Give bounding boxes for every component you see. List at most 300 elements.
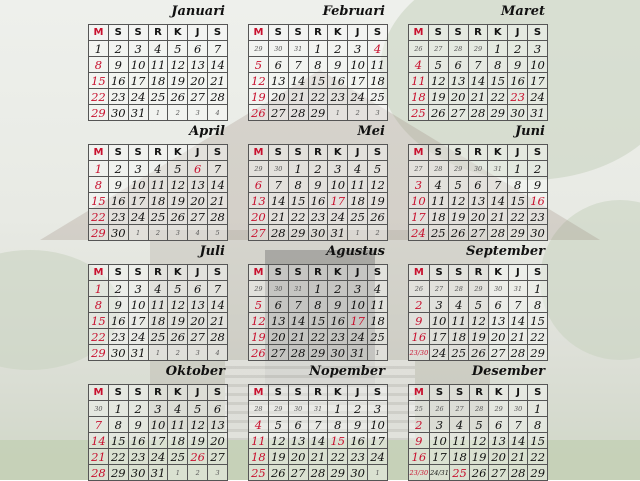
day-cell[interactable]: 26 xyxy=(469,465,489,481)
day-cell[interactable]: 26 xyxy=(368,209,388,225)
day-cell[interactable]: 7 xyxy=(488,177,508,193)
day-cell[interactable]: 27 xyxy=(188,329,208,345)
day-cell[interactable]: 16 xyxy=(308,193,328,209)
day-cell[interactable]: 31 xyxy=(508,281,528,297)
day-cell[interactable]: 20 xyxy=(448,89,468,105)
day-cell[interactable]: 22 xyxy=(488,89,508,105)
day-cell[interactable]: 30 xyxy=(308,225,328,241)
day-cell[interactable]: 21 xyxy=(488,209,508,225)
day-cell[interactable]: 28 xyxy=(208,89,228,105)
day-cell[interactable]: 29 xyxy=(448,161,468,177)
day-cell[interactable]: 3 xyxy=(128,281,148,297)
day-cell[interactable]: 22 xyxy=(288,209,308,225)
day-cell[interactable]: 13 xyxy=(288,433,308,449)
day-cell[interactable]: 30 xyxy=(268,281,288,297)
day-cell[interactable]: 26 xyxy=(188,449,208,465)
day-cell[interactable]: 7 xyxy=(468,57,488,73)
day-cell[interactable]: 25 xyxy=(249,465,269,481)
day-cell[interactable]: 19 xyxy=(448,209,468,225)
day-cell[interactable]: 12 xyxy=(448,193,468,209)
day-cell[interactable]: 20 xyxy=(268,89,288,105)
day-cell[interactable]: 1 xyxy=(148,345,168,361)
day-cell[interactable]: 3 xyxy=(128,41,148,57)
day-cell[interactable]: 2 xyxy=(168,345,188,361)
day-cell[interactable]: 12 xyxy=(249,73,269,89)
day-cell[interactable]: 27 xyxy=(429,281,449,297)
day-cell[interactable]: 20 xyxy=(208,433,228,449)
day-cell[interactable]: 21 xyxy=(308,449,328,465)
day-cell[interactable]: 26 xyxy=(268,465,288,481)
day-cell[interactable]: 8 xyxy=(528,297,548,313)
day-cell[interactable]: 27 xyxy=(450,401,470,417)
day-cell[interactable]: 23/30 xyxy=(409,465,430,481)
day-cell[interactable]: 25 xyxy=(368,89,388,105)
day-cell[interactable]: 6 xyxy=(188,281,208,297)
day-cell[interactable]: 4 xyxy=(450,417,470,433)
day-cell[interactable]: 6 xyxy=(288,417,308,433)
day-cell[interactable]: 22 xyxy=(308,89,328,105)
day-cell[interactable]: 17 xyxy=(328,193,348,209)
day-cell[interactable]: 24 xyxy=(429,345,449,361)
day-cell[interactable]: 15 xyxy=(89,73,109,89)
day-cell[interactable]: 6 xyxy=(188,161,208,177)
day-cell[interactable]: 29 xyxy=(108,465,128,481)
day-cell[interactable]: 30 xyxy=(508,401,528,417)
day-cell[interactable]: 11 xyxy=(409,73,429,89)
day-cell[interactable]: 8 xyxy=(308,57,328,73)
day-cell[interactable]: 11 xyxy=(148,297,168,313)
day-cell[interactable]: 30 xyxy=(108,225,128,241)
day-cell[interactable]: 28 xyxy=(308,465,328,481)
day-cell[interactable]: 9 xyxy=(328,297,348,313)
day-cell[interactable]: 15 xyxy=(508,193,528,209)
day-cell[interactable]: 17 xyxy=(128,73,148,89)
day-cell[interactable]: 2 xyxy=(108,41,128,57)
day-cell[interactable]: 14 xyxy=(268,193,288,209)
day-cell[interactable]: 10 xyxy=(128,57,148,73)
day-cell[interactable]: 26 xyxy=(448,225,468,241)
day-cell[interactable]: 26 xyxy=(409,41,429,57)
day-cell[interactable]: 19 xyxy=(168,73,188,89)
day-cell[interactable]: 16 xyxy=(409,329,430,345)
day-cell[interactable]: 9 xyxy=(409,313,430,329)
day-cell[interactable]: 11 xyxy=(168,417,188,433)
day-cell[interactable]: 27 xyxy=(409,161,429,177)
day-cell[interactable]: 22 xyxy=(508,209,528,225)
day-cell[interactable]: 27 xyxy=(448,105,468,121)
day-cell[interactable]: 14 xyxy=(288,73,308,89)
day-cell[interactable]: 25 xyxy=(148,329,168,345)
day-cell[interactable]: 17 xyxy=(368,433,388,449)
day-cell[interactable]: 3 xyxy=(128,161,148,177)
day-cell[interactable]: 1 xyxy=(328,401,348,417)
day-cell[interactable]: 24 xyxy=(148,449,168,465)
day-cell[interactable]: 2 xyxy=(328,41,348,57)
day-cell[interactable]: 22 xyxy=(108,449,128,465)
day-cell[interactable]: 7 xyxy=(288,57,308,73)
day-cell[interactable]: 15 xyxy=(308,313,328,329)
day-cell[interactable]: 30 xyxy=(468,161,488,177)
day-cell[interactable]: 5 xyxy=(208,225,228,241)
day-cell[interactable]: 28 xyxy=(508,465,528,481)
day-cell[interactable]: 2 xyxy=(409,297,430,313)
day-cell[interactable]: 21 xyxy=(288,329,308,345)
day-cell[interactable]: 25 xyxy=(428,225,448,241)
day-cell[interactable]: 13 xyxy=(488,313,508,329)
day-cell[interactable]: 7 xyxy=(268,177,288,193)
day-cell[interactable]: 29 xyxy=(508,225,528,241)
day-cell[interactable]: 1 xyxy=(148,105,168,121)
day-cell[interactable]: 13 xyxy=(188,57,208,73)
day-cell[interactable]: 31 xyxy=(128,105,148,121)
day-cell[interactable]: 8 xyxy=(328,417,348,433)
day-cell[interactable]: 27 xyxy=(268,105,288,121)
day-cell[interactable]: 7 xyxy=(508,417,528,433)
day-cell[interactable]: 5 xyxy=(448,177,468,193)
day-cell[interactable]: 9 xyxy=(108,177,128,193)
day-cell[interactable]: 30 xyxy=(108,105,128,121)
day-cell[interactable]: 22 xyxy=(328,449,348,465)
day-cell[interactable]: 12 xyxy=(249,313,269,329)
day-cell[interactable]: 5 xyxy=(188,401,208,417)
day-cell[interactable]: 1 xyxy=(108,401,128,417)
day-cell[interactable]: 10 xyxy=(128,177,148,193)
day-cell[interactable]: 9 xyxy=(528,177,548,193)
day-cell[interactable]: 18 xyxy=(249,449,269,465)
day-cell[interactable]: 22 xyxy=(89,329,109,345)
day-cell[interactable]: 26 xyxy=(469,345,489,361)
day-cell[interactable]: 16 xyxy=(128,433,148,449)
day-cell[interactable]: 29 xyxy=(89,345,109,361)
day-cell[interactable]: 4 xyxy=(409,57,429,73)
day-cell[interactable]: 5 xyxy=(249,57,269,73)
day-cell[interactable]: 13 xyxy=(188,177,208,193)
day-cell[interactable]: 30 xyxy=(268,161,288,177)
day-cell[interactable]: 13 xyxy=(208,417,228,433)
day-cell[interactable]: 13 xyxy=(448,73,468,89)
day-cell[interactable]: 19 xyxy=(249,329,269,345)
day-cell[interactable]: 1 xyxy=(308,41,328,57)
day-cell[interactable]: 16 xyxy=(348,433,368,449)
day-cell[interactable]: 9 xyxy=(108,297,128,313)
day-cell[interactable]: 23 xyxy=(528,209,548,225)
day-cell[interactable]: 28 xyxy=(208,209,228,225)
day-cell[interactable]: 26 xyxy=(428,105,448,121)
day-cell[interactable]: 27 xyxy=(208,449,228,465)
day-cell[interactable]: 16 xyxy=(508,73,528,89)
day-cell[interactable]: 23 xyxy=(328,89,348,105)
day-cell[interactable]: 22 xyxy=(89,209,109,225)
day-cell[interactable]: 24 xyxy=(409,225,429,241)
day-cell[interactable]: 4 xyxy=(148,281,168,297)
day-cell[interactable]: 19 xyxy=(469,449,489,465)
day-cell[interactable]: 21 xyxy=(89,449,109,465)
day-cell[interactable]: 30 xyxy=(108,345,128,361)
day-cell[interactable]: 11 xyxy=(249,433,269,449)
day-cell[interactable]: 11 xyxy=(368,57,388,73)
day-cell[interactable]: 13 xyxy=(188,297,208,313)
day-cell[interactable]: 27 xyxy=(488,345,508,361)
day-cell[interactable]: 18 xyxy=(449,329,469,345)
day-cell[interactable]: 17 xyxy=(148,433,168,449)
day-cell[interactable]: 14 xyxy=(208,57,228,73)
day-cell[interactable]: 10 xyxy=(528,57,548,73)
day-cell[interactable]: 18 xyxy=(148,73,168,89)
day-cell[interactable]: 5 xyxy=(428,57,448,73)
day-cell[interactable]: 4 xyxy=(249,417,269,433)
day-cell[interactable]: 24 xyxy=(368,449,388,465)
day-cell[interactable]: 29 xyxy=(249,161,269,177)
day-cell[interactable]: 1 xyxy=(168,465,188,481)
day-cell[interactable]: 19 xyxy=(168,313,188,329)
day-cell[interactable]: 5 xyxy=(168,281,188,297)
day-cell[interactable]: 18 xyxy=(148,313,168,329)
day-cell[interactable]: 30 xyxy=(528,225,548,241)
day-cell[interactable]: 31 xyxy=(308,401,328,417)
day-cell[interactable]: 10 xyxy=(148,417,168,433)
day-cell[interactable]: 14 xyxy=(288,313,308,329)
day-cell[interactable]: 3 xyxy=(168,225,188,241)
day-cell[interactable]: 29 xyxy=(89,105,109,121)
day-cell[interactable]: 7 xyxy=(208,41,228,57)
day-cell[interactable]: 22 xyxy=(528,449,548,465)
day-cell[interactable]: 2 xyxy=(348,105,368,121)
day-cell[interactable]: 20 xyxy=(249,209,269,225)
day-cell[interactable]: 1 xyxy=(89,41,109,57)
day-cell[interactable]: 21 xyxy=(268,209,288,225)
day-cell[interactable]: 2 xyxy=(108,281,128,297)
day-cell[interactable]: 22 xyxy=(308,329,328,345)
day-cell[interactable]: 21 xyxy=(468,89,488,105)
day-cell[interactable]: 28 xyxy=(208,329,228,345)
day-cell[interactable]: 16 xyxy=(108,193,128,209)
day-cell[interactable]: 23 xyxy=(108,209,128,225)
day-cell[interactable]: 5 xyxy=(368,161,388,177)
day-cell[interactable]: 2 xyxy=(348,401,368,417)
day-cell[interactable]: 27 xyxy=(188,89,208,105)
day-cell[interactable]: 2 xyxy=(128,401,148,417)
day-cell[interactable]: 23 xyxy=(308,209,328,225)
day-cell[interactable]: 27 xyxy=(288,465,308,481)
day-cell[interactable]: 23 xyxy=(508,89,528,105)
day-cell[interactable]: 7 xyxy=(288,297,308,313)
day-cell[interactable]: 24/31 xyxy=(429,465,450,481)
day-cell[interactable]: 13 xyxy=(268,313,288,329)
day-cell[interactable]: 26 xyxy=(168,329,188,345)
day-cell[interactable]: 17 xyxy=(128,313,148,329)
day-cell[interactable]: 19 xyxy=(188,433,208,449)
day-cell[interactable]: 2 xyxy=(308,161,328,177)
day-cell[interactable]: 27 xyxy=(188,209,208,225)
day-cell[interactable]: 28 xyxy=(469,401,489,417)
day-cell[interactable]: 17 xyxy=(528,73,548,89)
day-cell[interactable]: 19 xyxy=(268,449,288,465)
day-cell[interactable]: 17 xyxy=(348,313,368,329)
day-cell[interactable]: 15 xyxy=(328,433,348,449)
day-cell[interactable]: 6 xyxy=(488,297,508,313)
day-cell[interactable]: 1 xyxy=(528,401,548,417)
day-cell[interactable]: 11 xyxy=(148,177,168,193)
day-cell[interactable]: 1 xyxy=(89,161,109,177)
day-cell[interactable]: 28 xyxy=(428,161,448,177)
day-cell[interactable]: 24 xyxy=(348,329,368,345)
day-cell[interactable]: 16 xyxy=(328,73,348,89)
day-cell[interactable]: 16 xyxy=(108,313,128,329)
day-cell[interactable]: 24 xyxy=(128,329,148,345)
day-cell[interactable]: 15 xyxy=(308,73,328,89)
day-cell[interactable]: 20 xyxy=(288,449,308,465)
day-cell[interactable]: 14 xyxy=(208,177,228,193)
day-cell[interactable]: 23 xyxy=(108,329,128,345)
day-cell[interactable]: 12 xyxy=(428,73,448,89)
day-cell[interactable]: 24 xyxy=(128,89,148,105)
day-cell[interactable]: 7 xyxy=(508,297,528,313)
day-cell[interactable]: 30 xyxy=(328,345,348,361)
day-cell[interactable]: 12 xyxy=(469,433,489,449)
day-cell[interactable]: 15 xyxy=(108,433,128,449)
day-cell[interactable]: 12 xyxy=(268,433,288,449)
day-cell[interactable]: 16 xyxy=(409,449,430,465)
day-cell[interactable]: 31 xyxy=(148,465,168,481)
day-cell[interactable]: 1 xyxy=(508,161,528,177)
day-cell[interactable]: 7 xyxy=(308,417,328,433)
day-cell[interactable]: 10 xyxy=(429,313,449,329)
day-cell[interactable]: 22 xyxy=(528,329,548,345)
day-cell[interactable]: 15 xyxy=(89,193,109,209)
day-cell[interactable]: 23 xyxy=(348,449,368,465)
day-cell[interactable]: 25 xyxy=(409,401,430,417)
day-cell[interactable]: 5 xyxy=(168,41,188,57)
day-cell[interactable]: 14 xyxy=(89,433,109,449)
day-cell[interactable]: 28 xyxy=(508,345,528,361)
day-cell[interactable]: 11 xyxy=(348,177,368,193)
day-cell[interactable]: 12 xyxy=(188,417,208,433)
day-cell[interactable]: 3 xyxy=(368,401,388,417)
day-cell[interactable]: 5 xyxy=(469,417,489,433)
day-cell[interactable]: 29 xyxy=(528,465,548,481)
day-cell[interactable]: 12 xyxy=(168,57,188,73)
day-cell[interactable]: 31 xyxy=(328,225,348,241)
day-cell[interactable]: 3 xyxy=(328,161,348,177)
day-cell[interactable]: 2 xyxy=(328,281,348,297)
day-cell[interactable]: 29 xyxy=(89,225,109,241)
day-cell[interactable]: 3 xyxy=(429,417,450,433)
day-cell[interactable]: 30 xyxy=(488,281,508,297)
day-cell[interactable]: 8 xyxy=(288,177,308,193)
day-cell[interactable]: 23/30 xyxy=(409,345,430,361)
day-cell[interactable]: 11 xyxy=(148,57,168,73)
day-cell[interactable]: 25 xyxy=(168,449,188,465)
day-cell[interactable]: 15 xyxy=(89,313,109,329)
day-cell[interactable]: 11 xyxy=(450,433,470,449)
day-cell[interactable]: 28 xyxy=(449,281,469,297)
day-cell[interactable]: 6 xyxy=(448,57,468,73)
day-cell[interactable]: 20 xyxy=(488,329,508,345)
day-cell[interactable]: 17 xyxy=(429,449,450,465)
day-cell[interactable]: 12 xyxy=(168,177,188,193)
day-cell[interactable]: 19 xyxy=(428,89,448,105)
day-cell[interactable]: 2 xyxy=(528,161,548,177)
day-cell[interactable]: 2 xyxy=(168,105,188,121)
day-cell[interactable]: 3 xyxy=(348,281,368,297)
day-cell[interactable]: 11 xyxy=(368,297,388,313)
day-cell[interactable]: 2 xyxy=(108,161,128,177)
day-cell[interactable]: 1 xyxy=(128,225,148,241)
day-cell[interactable]: 10 xyxy=(368,417,388,433)
day-cell[interactable]: 4 xyxy=(208,345,228,361)
day-cell[interactable]: 15 xyxy=(488,73,508,89)
day-cell[interactable]: 29 xyxy=(468,41,488,57)
day-cell[interactable]: 1 xyxy=(368,345,388,361)
day-cell[interactable]: 1 xyxy=(89,281,109,297)
day-cell[interactable]: 14 xyxy=(468,73,488,89)
day-cell[interactable]: 25 xyxy=(450,465,470,481)
day-cell[interactable]: 23 xyxy=(328,329,348,345)
day-cell[interactable]: 10 xyxy=(409,193,429,209)
day-cell[interactable]: 31 xyxy=(348,345,368,361)
day-cell[interactable]: 29 xyxy=(268,401,288,417)
day-cell[interactable]: 4 xyxy=(188,225,208,241)
day-cell[interactable]: 14 xyxy=(208,297,228,313)
day-cell[interactable]: 14 xyxy=(508,433,528,449)
day-cell[interactable]: 4 xyxy=(368,41,388,57)
day-cell[interactable]: 1 xyxy=(488,41,508,57)
day-cell[interactable]: 4 xyxy=(428,177,448,193)
day-cell[interactable]: 4 xyxy=(348,161,368,177)
day-cell[interactable]: 6 xyxy=(188,41,208,57)
day-cell[interactable]: 28 xyxy=(468,105,488,121)
day-cell[interactable]: 3 xyxy=(188,105,208,121)
day-cell[interactable]: 12 xyxy=(168,297,188,313)
day-cell[interactable]: 29 xyxy=(469,281,489,297)
day-cell[interactable]: 8 xyxy=(508,177,528,193)
day-cell[interactable]: 8 xyxy=(108,417,128,433)
day-cell[interactable]: 8 xyxy=(89,57,109,73)
day-cell[interactable]: 29 xyxy=(308,345,328,361)
day-cell[interactable]: 9 xyxy=(308,177,328,193)
day-cell[interactable]: 4 xyxy=(208,105,228,121)
day-cell[interactable]: 27 xyxy=(489,465,509,481)
day-cell[interactable]: 3 xyxy=(348,41,368,57)
day-cell[interactable]: 27 xyxy=(428,41,448,57)
day-cell[interactable]: 30 xyxy=(268,41,288,57)
day-cell[interactable]: 28 xyxy=(488,225,508,241)
day-cell[interactable]: 13 xyxy=(268,73,288,89)
day-cell[interactable]: 2 xyxy=(368,225,388,241)
day-cell[interactable]: 29 xyxy=(308,105,328,121)
day-cell[interactable]: 30 xyxy=(89,401,109,417)
day-cell[interactable]: 14 xyxy=(488,193,508,209)
day-cell[interactable]: 29 xyxy=(328,465,348,481)
day-cell[interactable]: 11 xyxy=(449,313,469,329)
day-cell[interactable]: 25 xyxy=(148,209,168,225)
day-cell[interactable]: 7 xyxy=(208,281,228,297)
day-cell[interactable]: 28 xyxy=(288,105,308,121)
day-cell[interactable]: 8 xyxy=(89,177,109,193)
day-cell[interactable]: 20 xyxy=(489,449,509,465)
day-cell[interactable]: 28 xyxy=(288,345,308,361)
day-cell[interactable]: 1 xyxy=(368,465,388,481)
day-cell[interactable]: 1 xyxy=(308,281,328,297)
day-cell[interactable]: 8 xyxy=(528,417,548,433)
day-cell[interactable]: 13 xyxy=(249,193,269,209)
day-cell[interactable]: 24 xyxy=(328,209,348,225)
day-cell[interactable]: 26 xyxy=(168,209,188,225)
day-cell[interactable]: 21 xyxy=(508,329,528,345)
day-cell[interactable]: 2 xyxy=(409,417,430,433)
day-cell[interactable]: 2 xyxy=(148,225,168,241)
day-cell[interactable]: 18 xyxy=(368,73,388,89)
